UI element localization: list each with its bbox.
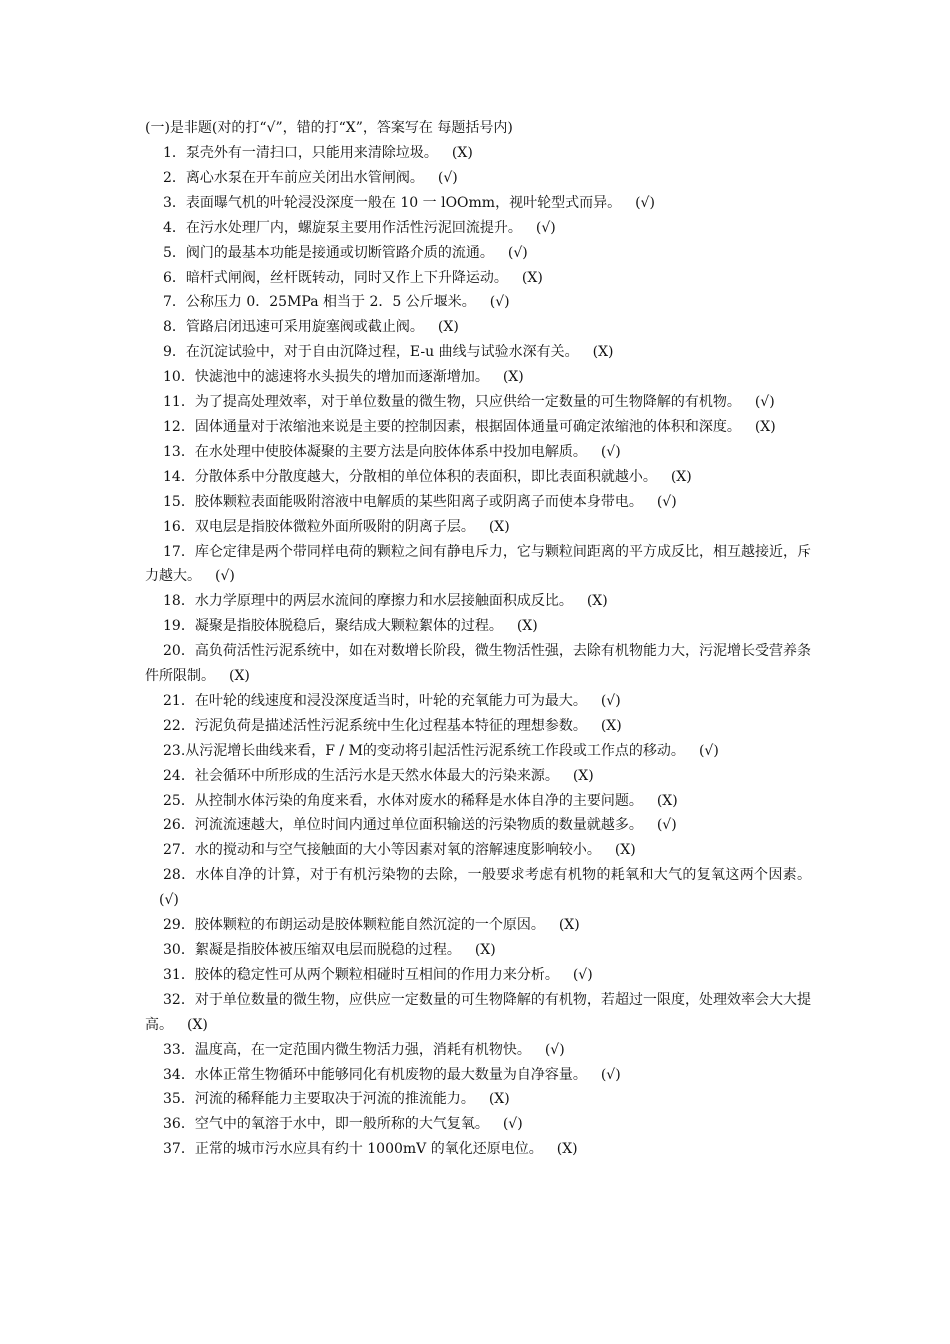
question-number: 26． bbox=[163, 817, 195, 834]
question-answer: (√) bbox=[507, 244, 528, 261]
question-answer: (√) bbox=[437, 169, 458, 186]
question-number: 8． bbox=[163, 319, 186, 336]
question-answer: (X) bbox=[229, 668, 250, 685]
question-answer: (√) bbox=[572, 966, 593, 983]
question-number: 24． bbox=[163, 767, 195, 784]
question-text: 从污泥增长曲线来看，F / M的变动将引起活性污泥系统工作段或工作点的移动。 bbox=[185, 742, 685, 759]
question-item bbox=[145, 141, 811, 166]
question-item bbox=[145, 415, 811, 440]
question-number: 4． bbox=[163, 219, 186, 236]
question-answer: (√) bbox=[600, 692, 621, 709]
question-answer: (√) bbox=[754, 394, 775, 411]
section-heading: (一)是非题(对的打“√”，错的打“X”，答案写在 每题括号内) bbox=[145, 120, 513, 136]
question-text: 絮凝是指胶体被压缩双电层而脱稳的过程。 bbox=[194, 942, 461, 958]
question-item bbox=[145, 1137, 811, 1162]
question-item bbox=[145, 241, 811, 266]
question-item bbox=[145, 614, 811, 639]
question-item bbox=[145, 913, 811, 938]
question-number: 13． bbox=[163, 443, 195, 460]
question-answer: (√) bbox=[635, 194, 655, 211]
question-answer: (√) bbox=[159, 892, 179, 909]
question-number: 5． bbox=[163, 244, 186, 261]
question-text: 分散体系中分散度越大，分散相的单位体积的表面积，即比表面积就越小。 bbox=[194, 468, 657, 485]
question-text: 对于单位数量的微生物，应供应一定数量的可生物降解的有机物，若超过一限度，处理效率会大大提高。 bbox=[145, 991, 811, 1033]
question-answer: (X) bbox=[187, 1016, 208, 1033]
question-item bbox=[145, 365, 811, 390]
question-answer: (X) bbox=[437, 319, 459, 336]
question-number: 7． bbox=[163, 294, 186, 311]
question-text: 水的搅动和与空气接触面的大小等因素对氧的溶解速度影响较小。 bbox=[194, 842, 601, 859]
question-item bbox=[145, 266, 811, 291]
question-text: 河流流速越大，单位时间内通过单位面积输送的污染物质的数量就越多。 bbox=[194, 817, 643, 834]
question-number: 2． bbox=[163, 169, 186, 186]
question-item bbox=[145, 639, 811, 689]
question-answer: (√) bbox=[698, 742, 719, 759]
question-number: 10． bbox=[163, 369, 195, 386]
question-item bbox=[145, 1087, 811, 1112]
question-item bbox=[145, 714, 811, 739]
question-answer: (X) bbox=[670, 468, 692, 485]
question-text: 凝聚是指胶体脱稳后，聚结成大颗粒絮体的过程。 bbox=[194, 618, 503, 635]
question-answer: (X) bbox=[502, 369, 524, 386]
question-number: 1． bbox=[163, 145, 186, 161]
question-answer: (X) bbox=[556, 1141, 578, 1158]
question-item bbox=[145, 216, 811, 241]
question-number: 17． bbox=[163, 543, 195, 560]
question-answer: (X) bbox=[516, 618, 538, 635]
question-item bbox=[145, 838, 811, 863]
question-answer: (√) bbox=[656, 817, 677, 834]
question-text: 在水处理中使胶体凝聚的主要方法是向胶体体系中投加电解质。 bbox=[194, 443, 587, 460]
question-number: 19． bbox=[163, 618, 195, 635]
question-number: 31． bbox=[163, 966, 195, 983]
question-item bbox=[145, 863, 811, 913]
question-item bbox=[145, 166, 811, 191]
question-item bbox=[145, 390, 811, 415]
question-text: 公称压力 0．25MPa 相当于 2．5 公斤堰米。 bbox=[185, 294, 476, 311]
question-number: 37． bbox=[163, 1141, 195, 1158]
question-text: 高负荷活性污泥系统中，如在对数增长阶段，微生物活性强，去除有机物能力大，污泥增长受营养条件所限制。 bbox=[145, 643, 811, 685]
question-text: 快滤池中的滤速将水头损失的增加而逐渐增加。 bbox=[194, 369, 489, 386]
question-item bbox=[145, 789, 811, 814]
question-number: 32． bbox=[163, 991, 195, 1008]
question-number: 22． bbox=[163, 717, 195, 734]
question-text: 正常的城市污水应具有约十 1000mV 的氧化还原电位。 bbox=[194, 1141, 543, 1158]
question-number: 20． bbox=[163, 643, 195, 660]
question-number: 12． bbox=[163, 418, 195, 435]
question-number: 30． bbox=[163, 942, 195, 958]
question-item bbox=[145, 515, 811, 540]
question-item bbox=[145, 191, 811, 216]
question-number: 9． bbox=[163, 344, 186, 361]
question-text: 阀门的最基本功能是接通或切断管路介质的流通。 bbox=[185, 244, 494, 261]
question-item bbox=[145, 465, 811, 490]
question-text: 在叶轮的线速度和浸没深度适当时，叶轮的充氧能力可为最大。 bbox=[194, 692, 587, 709]
question-number: 18． bbox=[163, 593, 195, 610]
question-number: 35． bbox=[163, 1091, 195, 1108]
question-number: 25． bbox=[163, 792, 195, 809]
question-answer: (X) bbox=[614, 842, 636, 859]
question-text: 胶体颗粒的布朗运动是胶体颗粒能自然沉淀的一个原因。 bbox=[194, 917, 545, 934]
question-answer: (√) bbox=[600, 443, 621, 460]
question-text: 空气中的氧溶于水中，即一般所称的大气复氧。 bbox=[194, 1116, 489, 1133]
question-answer: (X) bbox=[488, 518, 510, 535]
question-text: 河流的稀释能力主要取决于河流的推流能力。 bbox=[194, 1091, 475, 1108]
question-answer: (X) bbox=[558, 917, 580, 934]
question-text: 水力学原理中的两层水流间的摩擦力和水层接触面积成反比。 bbox=[194, 593, 573, 610]
question-answer: (√) bbox=[656, 493, 677, 510]
question-answer: (X) bbox=[451, 145, 473, 161]
question-text: 水体正常生物循环中能够同化有机废物的最大数量为自净容量。 bbox=[194, 1066, 587, 1083]
question-answer: (X) bbox=[656, 792, 678, 809]
question-answer: (√) bbox=[215, 568, 235, 585]
question-answer: (X) bbox=[592, 344, 614, 361]
question-text: 暗杆式闸阀，丝杆既转动，同时又作上下升降运动。 bbox=[185, 269, 508, 286]
question-answer: (√) bbox=[489, 294, 510, 311]
question-item bbox=[145, 290, 811, 315]
question-item bbox=[145, 490, 811, 515]
question-text: 从控制水体污染的角度来看，水体对废水的稀释是水体自净的主要问题。 bbox=[194, 792, 643, 809]
question-number: 28． bbox=[163, 867, 196, 884]
question-item bbox=[145, 963, 811, 988]
question-number: 29． bbox=[163, 917, 195, 934]
question-item bbox=[145, 739, 811, 764]
question-item bbox=[145, 315, 811, 340]
question-number: 11． bbox=[163, 394, 195, 411]
question-text: 胶体的稳定性可从两个颗粒相碰时互相间的作用力来分析。 bbox=[194, 966, 559, 983]
question-answer: (X) bbox=[488, 1091, 510, 1108]
question-number: 14． bbox=[163, 468, 195, 485]
question-item bbox=[145, 689, 811, 714]
question-number: 16． bbox=[163, 518, 195, 535]
question-item bbox=[145, 440, 811, 465]
question-text: 社会循环中所形成的生活污水是天然水体最大的污染来源。 bbox=[194, 767, 559, 784]
question-answer: (X) bbox=[521, 269, 543, 286]
question-text: 泵壳外有一清扫口，只能用来清除垃圾。 bbox=[185, 145, 438, 161]
question-text: 胶体颗粒表面能吸附溶液中电解质的某些阳离子或阴离子而使本身带电。 bbox=[194, 493, 643, 510]
question-text: 水体自净的计算，对于有机污染物的去除，一般要求考虑有机物的耗氧和大气的复氧这两个因素。 bbox=[195, 867, 811, 884]
question-text: 温度高，在一定范围内微生物活力强，消耗有机物快。 bbox=[194, 1041, 531, 1058]
question-item bbox=[145, 1112, 811, 1137]
question-answer: (X) bbox=[572, 767, 594, 784]
question-text: 双电层是指胶体微粒外面所吸附的阴离子层。 bbox=[194, 518, 475, 535]
question-answer: (√) bbox=[502, 1116, 523, 1133]
question-answer: (X) bbox=[754, 418, 776, 435]
question-text: 为了提高处理效率，对于单位数量的微生物，只应供给一定数量的可生物降解的有机物。 bbox=[194, 394, 741, 411]
question-text: 在污水处理厂内，螺旋泵主要用作活性污泥回流提升。 bbox=[185, 219, 522, 236]
question-list bbox=[145, 141, 811, 1162]
question-number: 15． bbox=[163, 493, 195, 510]
document-page bbox=[145, 116, 811, 1162]
question-text: 离心水泵在开车前应关闭出水管闸阀。 bbox=[185, 169, 424, 186]
question-number: 27． bbox=[163, 842, 195, 859]
question-text: 固体通量对于浓缩池来说是主要的控制因素，根据固体通量可确定浓缩池的体积和深度。 bbox=[194, 418, 741, 435]
question-number: 21． bbox=[163, 692, 195, 709]
question-item bbox=[145, 1063, 811, 1088]
question-answer: (X) bbox=[474, 942, 496, 958]
question-item bbox=[145, 589, 811, 614]
question-answer: (X) bbox=[600, 717, 622, 734]
question-number: 23. bbox=[163, 742, 186, 759]
question-answer: (X) bbox=[586, 593, 608, 610]
question-item bbox=[145, 540, 811, 590]
question-number: 6． bbox=[163, 269, 186, 286]
question-item bbox=[145, 340, 811, 365]
question-answer: (√) bbox=[600, 1066, 621, 1083]
question-item bbox=[145, 1038, 811, 1063]
question-answer: (√) bbox=[535, 219, 556, 236]
question-number: 34． bbox=[163, 1066, 195, 1083]
question-number: 3． bbox=[163, 194, 186, 211]
question-item bbox=[145, 764, 811, 789]
question-number: 36． bbox=[163, 1116, 195, 1133]
question-text: 在沉淀试验中，对于自由沉降过程，E-u 曲线与试验水深有关。 bbox=[185, 344, 579, 361]
question-number: 33． bbox=[163, 1041, 195, 1058]
question-item bbox=[145, 988, 811, 1038]
question-text: 管路启闭迅速可采用旋塞阀或截止阀。 bbox=[185, 319, 424, 336]
question-text: 表面曝气机的叶轮浸没深度一般在 10 一 lOOmm，视叶轮型式而异。 bbox=[185, 194, 622, 211]
question-item bbox=[145, 813, 811, 838]
question-text: 库仑定律是两个带同样电荷的颗粒之间有静电斥力，它与颗粒间距离的平方成反比，相互越接近，斥力越大。 bbox=[145, 543, 811, 585]
question-text: 污泥负荷是描述活性污泥系统中生化过程基本特征的理想参数。 bbox=[194, 717, 587, 734]
question-answer: (√) bbox=[544, 1041, 565, 1058]
question-item bbox=[145, 938, 811, 963]
